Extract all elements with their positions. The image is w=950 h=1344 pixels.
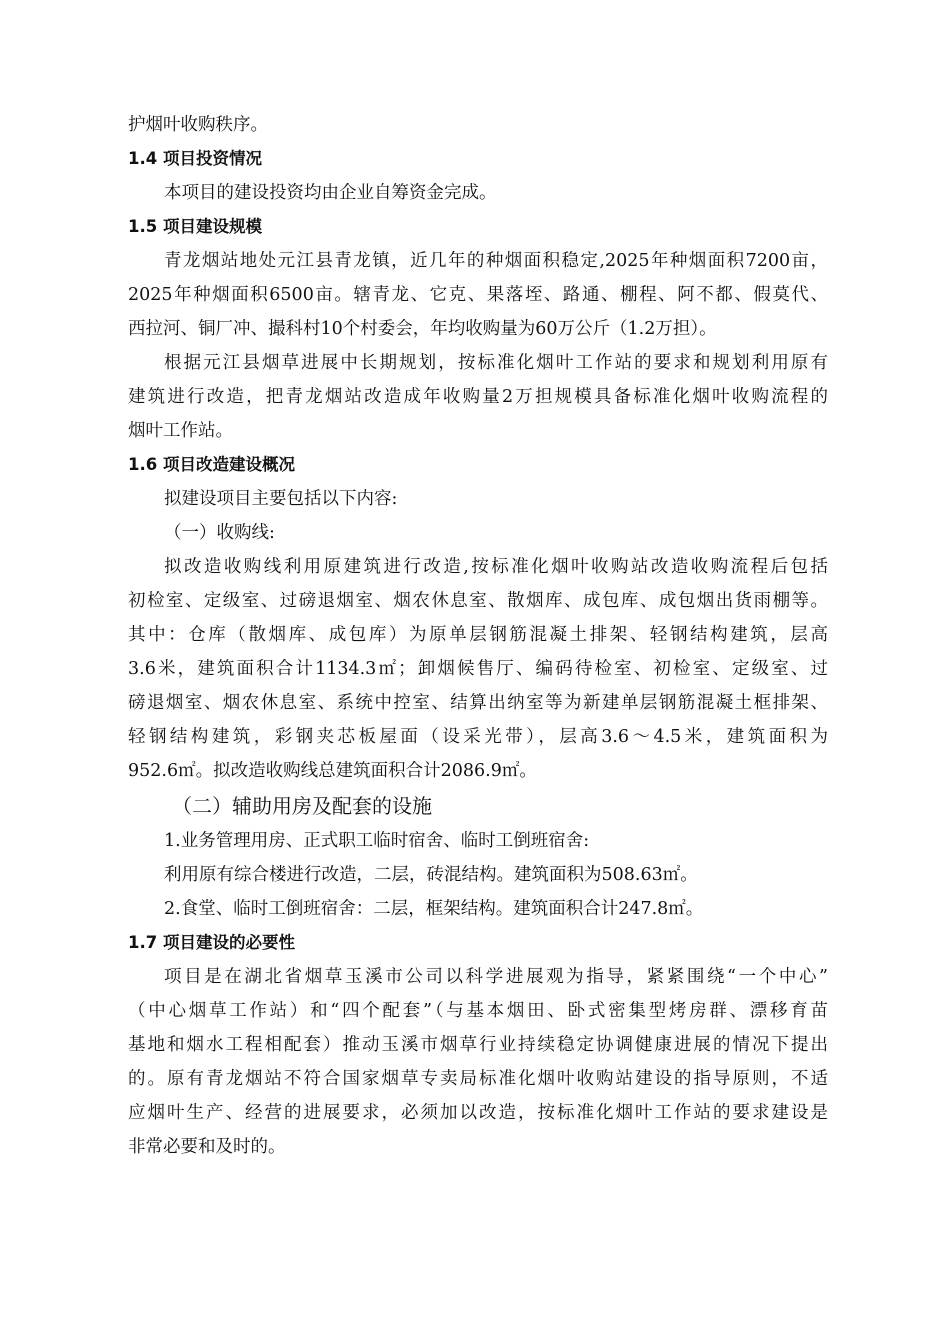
paragraph-line: 利用原有综合楼进行改造，二层，砖混结构。建筑面积为508.63㎡。 [164,865,698,885]
paragraph-line: 烟叶工作站。 [128,421,233,441]
paragraph-line: 项目是在湖北省烟草玉溪市公司以科学进展观为指导，紧紧围绕“一个中心” [164,967,828,987]
paragraph-line: 建筑进行改造，把青龙烟站改造成年收购量2万担规模具备标准化烟叶收购流程的 [128,387,828,407]
paragraph-line: 3.6米，建筑面积合计1134.3㎡；卸烟候售厅、编码待检室、初检室、定级室、过 [128,659,828,679]
section-heading-1-4: 1.4 项目投资情况 [128,149,262,168]
paragraph-line: 护烟叶收购秩序。 [128,115,268,135]
paragraph-line: 952.6㎡。拟改造收购线总建筑面积合计2086.9㎡。 [128,761,537,781]
paragraph-line: 本项目的建设投资均由企业自筹资金完成。 [164,183,497,203]
subsection-heading: （二）辅助用房及配套的设施 [172,794,432,818]
paragraph-line: 青龙烟站地处元江县青龙镇，近几年的种烟面积稳定,2025年种烟面积7200亩， [164,251,828,271]
section-heading-1-7: 1.7 项目建设的必要性 [128,933,295,952]
paragraph-line: 其中：仓库（散烟库、成包库）为原单层钢筋混凝土排架、轻钢结构建筑，层高 [128,625,828,645]
paragraph-line: 基地和烟水工程相配套）推动玉溪市烟草行业持续稳定协调健康进展的情况下提出 [128,1035,828,1055]
paragraph-line: 的。原有青龙烟站不符合国家烟草专卖局标准化烟叶收购站建设的指导原则，不适 [128,1069,828,1089]
list-heading: （一）收购线: [164,523,275,543]
paragraph-line: 拟改造收购线利用原建筑进行改造,按标准化烟叶收购站改造收购流程后包括 [164,557,828,577]
paragraph-line: 拟建设项目主要包括以下内容: [164,489,398,509]
paragraph-line: 非常必要和及时的。 [128,1137,286,1157]
paragraph-line: 磅退烟室、烟农休息室、系统中控室、结算出纳室等为新建单层钢筋混凝土框排架、 [128,693,828,713]
paragraph-line: 轻钢结构建筑，彩钢夹芯板屋面（设采光带），层高3.6～4.5米，建筑面积为 [128,727,828,747]
paragraph-line: 根据元江县烟草进展中长期规划，按标准化烟叶工作站的要求和规划利用原有 [164,353,828,373]
section-heading-1-5: 1.5 项目建设规模 [128,217,262,236]
paragraph-line: 2025年种烟面积6500亩。辖青龙、它克、果落垤、路通、棚程、阿不都、假莫代、 [128,285,828,305]
paragraph-line: 1.业务管理用房、正式职工临时宿舍、临时工倒班宿舍: [164,831,590,851]
paragraph-line: （中心烟草工作站）和“四个配套”（与基本烟田、卧式密集型烤房群、漂移育苗 [128,1001,828,1021]
paragraph-line: 初检室、定级室、过磅退烟室、烟农休息室、散烟库、成包库、成包烟出货雨棚等。 [128,591,828,611]
section-heading-1-6: 1.6 项目改造建设概况 [128,455,295,474]
paragraph-line: 西拉河、铜厂冲、撮科村10个村委会，年均收购量为60万公斤（1.2万担）。 [128,319,717,339]
document-page [128,108,828,1164]
paragraph-line: 2.食堂、临时工倒班宿舍：二层，框架结构。建筑面积合计247.8㎡。 [164,899,704,919]
paragraph-line: 应烟叶生产、经营的进展要求，必须加以改造，按标准化烟叶工作站的要求建设是 [128,1103,828,1123]
